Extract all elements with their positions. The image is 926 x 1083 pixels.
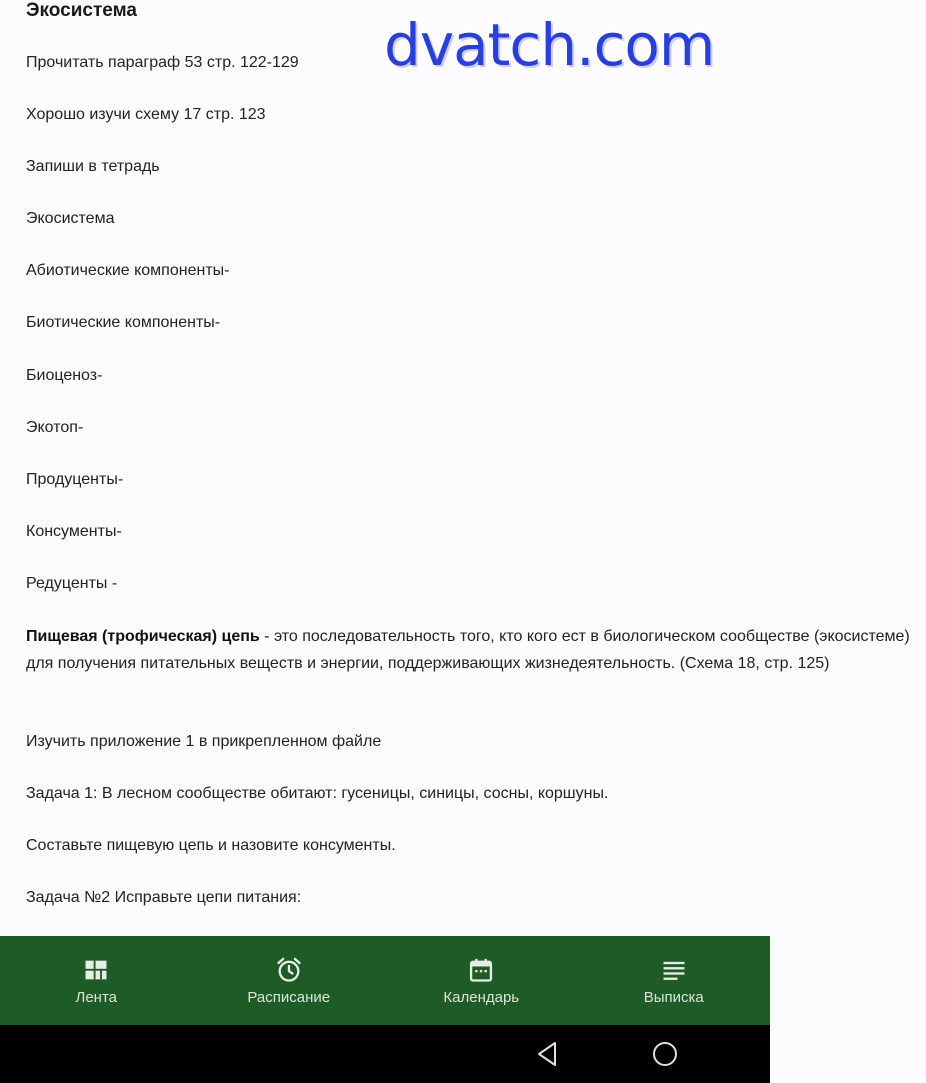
task-line: Консументы- — [26, 523, 122, 540]
task-line: Хорошо изучи схему 17 стр. 123 — [26, 106, 266, 123]
task-line: Прочитать параграф 53 стр. 122-129 — [26, 54, 299, 71]
trophic-chain-paragraph — [26, 624, 926, 677]
page-title: Экосистема — [26, 0, 137, 21]
paragraph-text: - это последовательность того, кто кого ест в биологическом сообществе (экосистеме) для получения питательных веществ и энергии, поддерживающих жизнедеятельность. (Схема 18, стр. 125) — [26, 628, 910, 672]
nav-item-schedule[interactable] — [193, 936, 386, 1025]
task-line: Биотические компоненты- — [26, 314, 221, 331]
nav-label: Лента — [75, 989, 117, 1006]
task-line: Задача 1: В лесном сообществе обитают: гусеницы, синицы, сосны, коршуны. — [26, 785, 609, 802]
task-line: Экосистема — [26, 210, 115, 227]
task-line: Продуценты- — [26, 471, 124, 488]
system-navigation-bar — [0, 1025, 770, 1083]
task-line: Запиши в тетрадь — [26, 158, 160, 175]
bottom-navigation — [0, 936, 770, 1025]
alarm-clock-icon — [275, 956, 303, 984]
paragraph-bold-term: Пищевая (трофическая) цепь — [26, 628, 260, 645]
task-line: Абиотические компоненты- — [26, 262, 230, 279]
watermark: dvatch.com — [384, 11, 715, 79]
nav-label: Расписание — [247, 989, 331, 1006]
home-icon[interactable] — [650, 1039, 680, 1069]
calendar-icon — [467, 956, 495, 984]
task-line: Изучить приложение 1 в прикрепленном файле — [26, 733, 382, 750]
list-icon — [660, 956, 688, 984]
nav-item-statement[interactable] — [578, 936, 771, 1025]
task-line: Редуценты - — [26, 575, 118, 592]
task-line: Составьте пищевую цепь и назовите консументы. — [26, 837, 396, 854]
nav-label: Выписка — [643, 989, 704, 1006]
back-icon[interactable] — [533, 1039, 563, 1069]
task-line: Биоценоз- — [26, 367, 103, 384]
task-line: Задача №2 Исправьте цепи питания: — [26, 889, 302, 906]
task-line: Экотоп- — [26, 419, 84, 436]
nav-item-feed[interactable] — [0, 936, 193, 1025]
nav-item-calendar[interactable] — [385, 936, 578, 1025]
nav-label: Календарь — [443, 989, 520, 1006]
dashboard-icon — [82, 956, 110, 984]
